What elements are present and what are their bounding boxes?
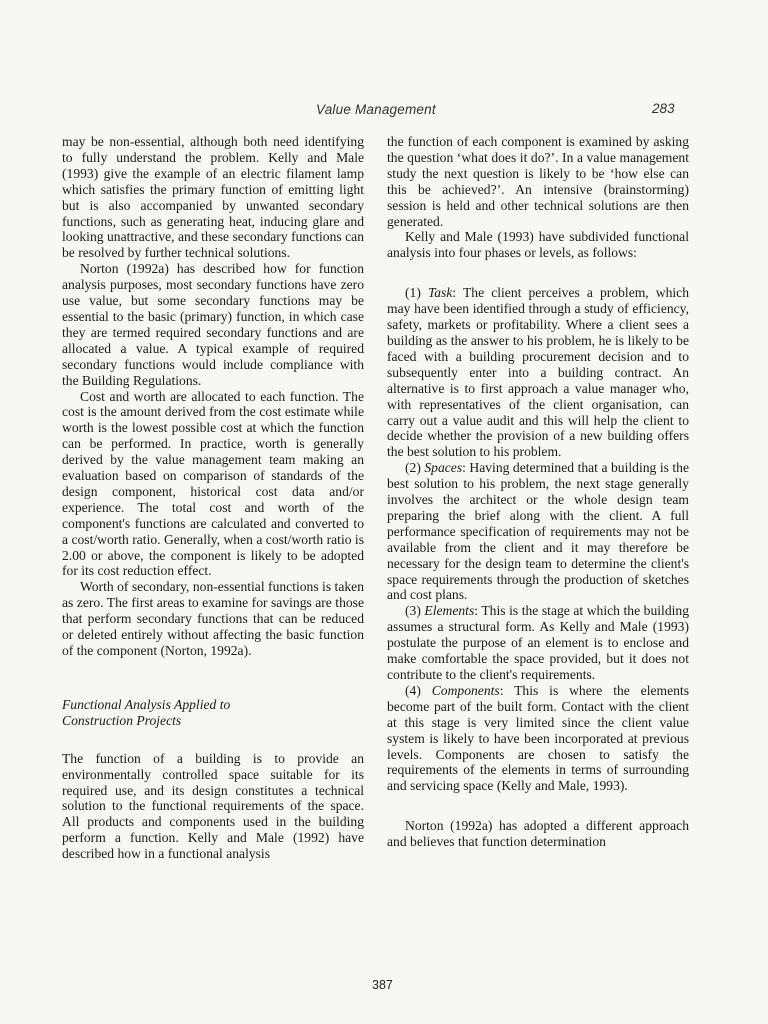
- elements-number: (3): [405, 603, 425, 619]
- level-spaces: [387, 460, 689, 603]
- footer-page-number: 387: [372, 978, 393, 992]
- left-paragraph-5: The function of a building is to provide an environmentally controlled space suitable for its required use, and its design constitutes a technical solution to the functional requirements of the space. All products and components used in the building perform a function. Kelly and Male (1992) have described how in a functional analysis: [62, 750, 364, 862]
- running-title: Value Management: [316, 102, 436, 117]
- left-column: [62, 134, 364, 862]
- spaces-text: : Having determined that a building is the best solution to his problem, the next stage generally involves the architect or the whole design team preparing the brief along with the client. A full performance specification of requirements may not be available from the client and it may therefore be necessary for the design team to determine the client's space requirements through the production of sketches and cost plans.: [387, 460, 689, 603]
- right-paragraph-1: the function of each component is examined by asking the question ‘what does it do?’. In a value management study the next question is likely to be ‘how else can this be achieved?’. An intensive (brainstorming) session is held and other technical solutions are then generated.: [387, 134, 689, 229]
- spaces-label: Spaces: [424, 460, 463, 476]
- right-column: [387, 134, 689, 850]
- task-label: Task: [427, 285, 453, 301]
- section-subheading: [62, 697, 364, 729]
- level-components: [387, 683, 689, 794]
- left-paragraph-1: may be non-essential, although both need identifying to fully understand the problem. Kelly and Male (1993) give the example of an electric filament lamp which satisfies the primary function of emitting light but is also accompanied by unwanted secondary functions, such as generating heat, inducing glare and looking unattractive, and these secondary functions can be resolved by further technical solutions.: [62, 134, 364, 261]
- task-number: (1): [405, 285, 428, 301]
- right-paragraph-2: Kelly and Male (1993) have subdivided functional analysis into four phases or levels, as follows:: [387, 229, 689, 261]
- subheading-line-2: Construction Projects: [62, 712, 182, 728]
- components-text: : This is where the elements become part of the built form. Contact with the client at this stage is very limited since the client value system is likely to have been incorporated at previous levels. Components are chosen to satisfy the requirements of the elements in terms of surrounding and servicing space (Kelly and Male, 1993).: [387, 682, 689, 794]
- right-paragraph-last: Norton (1992a) has adopted a different approach and believes that function determination: [387, 818, 689, 850]
- left-paragraph-2: Norton (1992a) has described how for function analysis purposes, most secondary functions have zero use value, but some secondary functions may be essential to the basic (primary) function, in which case they are termed required secondary functions and are allocated a value. A typical example of required secondary functions would include compliance with the Building Regulations.: [62, 261, 364, 388]
- left-paragraph-3: Cost and worth are allocated to each function. The cost is the amount derived from the cost estimate while worth is the lowest possible cost at which the function can be performed. In practice, worth is generally derived by the value management team making an evaluation based on comparison of standards of the design component, historical cost data and/or experience. The total cost and worth of the component's functions are calculated and converted to a cost/worth ratio. Generally, when a cost/worth ratio is 2.00 or above, the component is likely to be adopted for its cost reduction effect.: [62, 388, 364, 579]
- spaces-number: (2): [405, 460, 425, 476]
- level-task: [387, 285, 689, 460]
- level-elements: [387, 603, 689, 683]
- task-text: : The client perceives a problem, which may have been identified through a study of efficiency, safety, markets or profitability. Where a client sees a building as the answer to his problem, he is likely to be faced with a building procurement decision and to subsequently enter into a building contract. An alternative is to first approach a value manager who, with representatives of the client organisation, can carry out a value audit and this will help the client to decide whether the provision of a new building offers the best solution to his problem.: [387, 285, 689, 460]
- header-page-number: 283: [652, 101, 675, 116]
- elements-label: Elements: [424, 603, 475, 619]
- elements-text: : This is the stage at which the building assumes a structural form. As Kelly and Male (1993) postulate the purpose of an element is to enclose and make comfortable the space provided, but it does not contribute to the client's requirements.: [387, 603, 690, 682]
- components-number: (4): [405, 682, 432, 698]
- left-paragraph-4: Worth of secondary, non-essential functions is taken as zero. The first areas to examine for savings are those that perform secondary functions that can be reduced or deleted entirely without affecting the basic function of the component (Norton, 1992a).: [62, 579, 364, 658]
- components-label: Components: [431, 682, 500, 698]
- subheading-line-1: Functional Analysis Applied to: [62, 696, 231, 712]
